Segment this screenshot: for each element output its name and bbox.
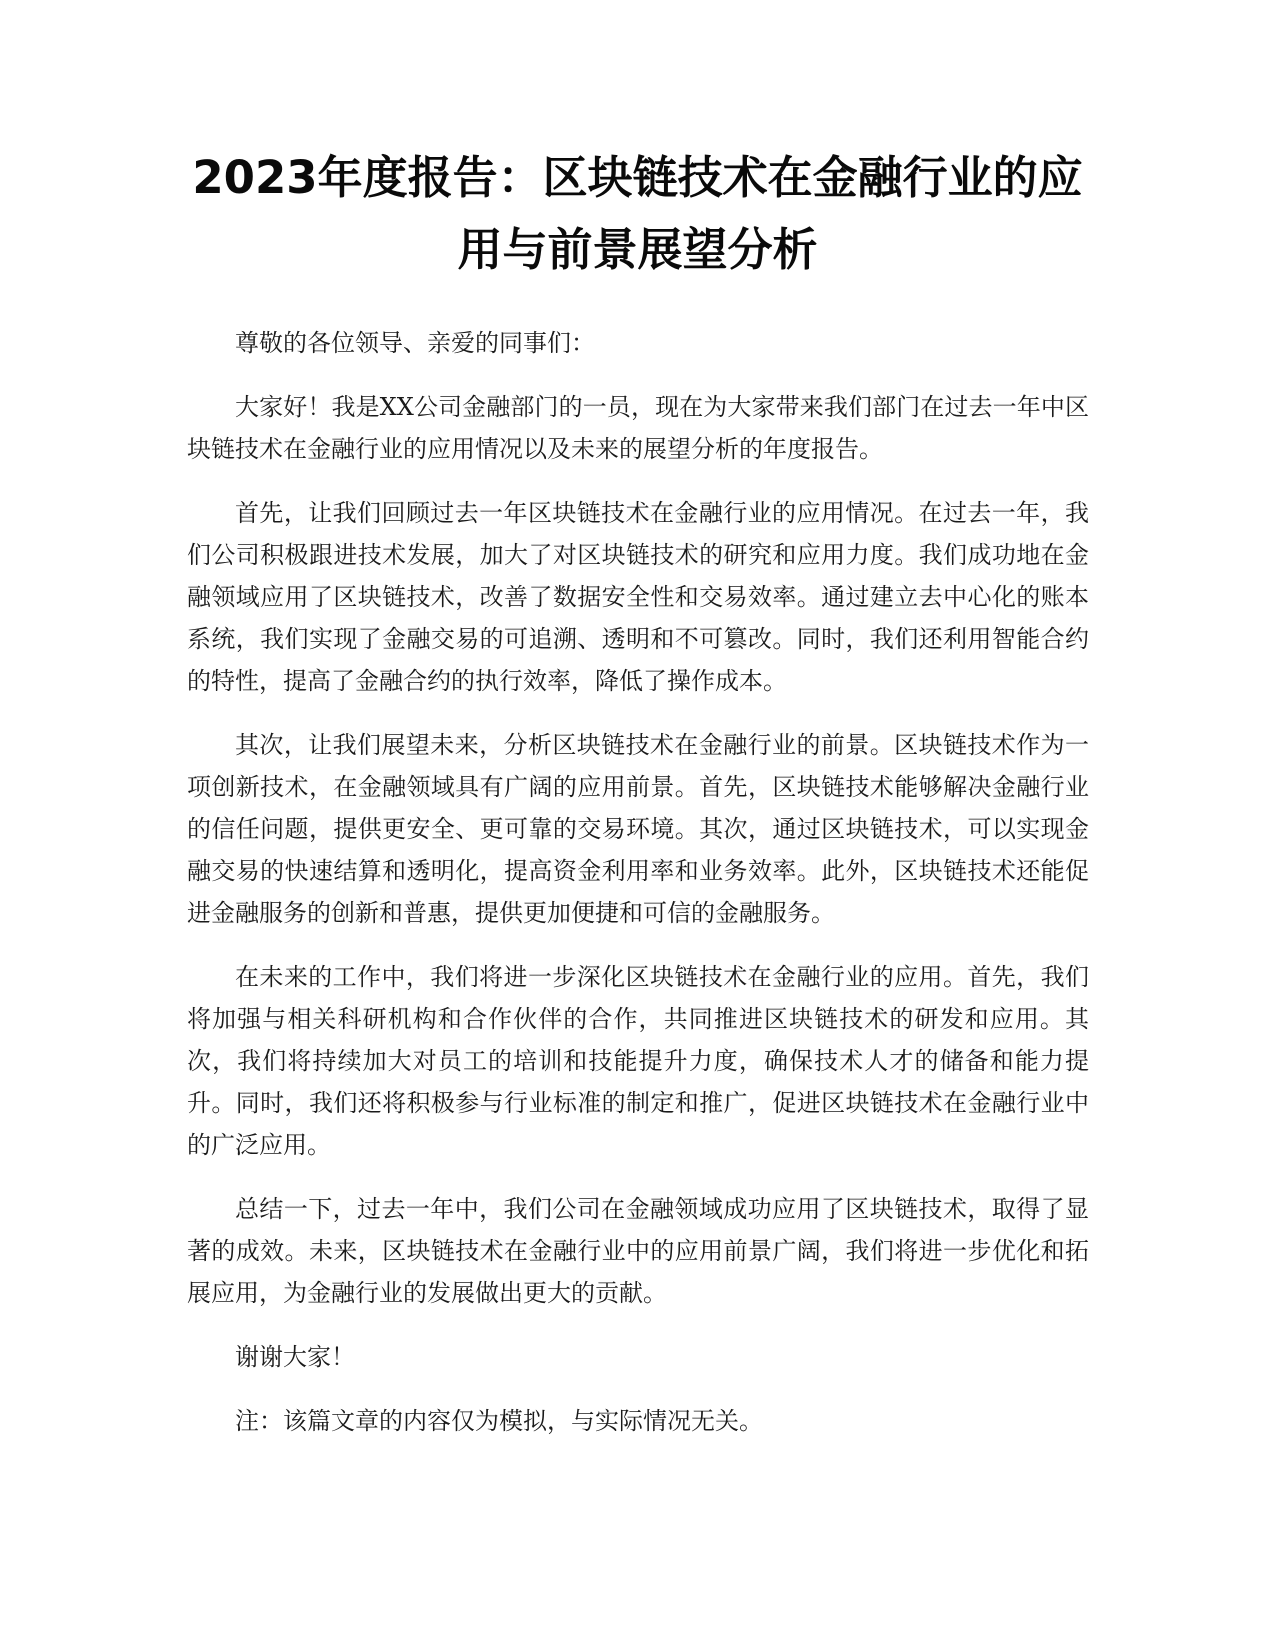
document-body (187, 322, 1089, 1464)
document-title: 2023年度报告：区块链技术在金融行业的应用与前景展望分析 (192, 151, 1083, 276)
plan-paragraph: 在未来的工作中，我们将进一步深化区块链技术在金融行业的应用。首先，我们将加强与相关科研机构和合作伙伴的合作，共同推进区块链技术的研发和应用。其次，我们将持续加大对员工的培训和技能提升力度，确保技术人才的储备和能力提升。同时，我们还将积极参与行业标准的制定和推广，促进区块链技术在金融行业中的广泛应用。 (187, 963, 1089, 1159)
outlook-paragraph: 其次，让我们展望未来，分析区块链技术在金融行业的前景。区块链技术作为一项创新技术，在金融领域具有广阔的应用前景。首先，区块链技术能够解决金融行业的信任问题，提供更安全、更可靠的交易环境。其次，通过区块链技术，可以实现金融交易的快速结算和透明化，提高资金利用率和业务效率。此外，区块链技术还能促进金融服务的创新和普惠，提供更加便捷和可信的金融服务。 (187, 731, 1089, 927)
review-paragraph: 首先，让我们回顾过去一年区块链技术在金融行业的应用情况。在过去一年，我们公司积极跟进技术发展，加大了对区块链技术的研究和应用力度。我们成功地在金融领域应用了区块链技术，改善了数据安全性和交易效率。通过建立去中心化的账本系统，我们实现了金融交易的可追溯、透明和不可篡改。同时，我们还利用智能合约的特性，提高了金融合约的执行效率，降低了操作成本。 (187, 499, 1089, 695)
intro-paragraph: 大家好！我是XX公司金融部门的一员，现在为大家带来我们部门在过去一年中区块链技术在金融行业的应用情况以及未来的展望分析的年度报告。 (187, 393, 1089, 463)
summary-paragraph: 总结一下，过去一年中，我们公司在金融领域成功应用了区块链技术，取得了显著的成效。未来，区块链技术在金融行业中的应用前景广阔，我们将进一步优化和拓展应用，为金融行业的发展做出更大的贡献。 (187, 1195, 1089, 1307)
salutation-paragraph: 尊敬的各位领导、亲爱的同事们： (235, 329, 595, 357)
thanks-paragraph: 谢谢大家！ (235, 1343, 355, 1371)
note-paragraph: 注：该篇文章的内容仅为模拟，与实际情况无关。 (235, 1407, 763, 1435)
